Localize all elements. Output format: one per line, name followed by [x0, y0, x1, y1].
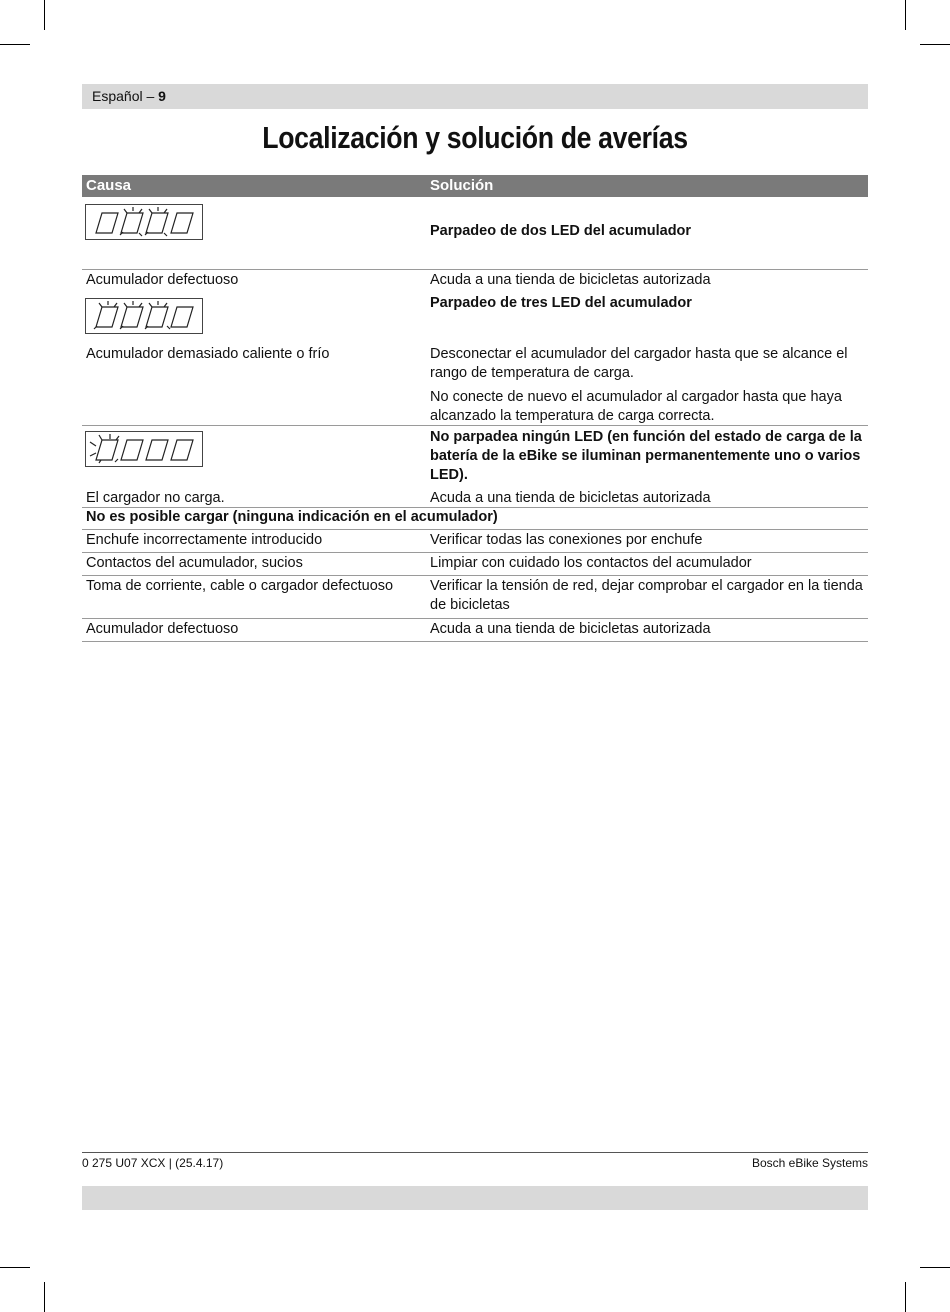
cause-text: Enchufe incorrectamente introducido: [86, 532, 323, 548]
solution-text: Verificar todas las conexiones por enchufe: [430, 532, 703, 548]
crop-mark: [905, 1282, 906, 1312]
solution-text: Acuda a una tienda de bicicletas autorizada: [430, 490, 711, 506]
section-title: No es posible cargar (ninguna indicación en el acumulador): [86, 509, 498, 525]
section-title-row: [82, 508, 868, 530]
column-header-cause: Causa: [86, 177, 132, 194]
solution-text: Verificar la tensión de red, dejar comprobar el cargador en la tienda de bicicletas: [430, 578, 863, 613]
cause-text: Acumulador defectuoso: [86, 272, 239, 288]
footer-bar: [82, 1186, 868, 1210]
column-header-solution: Solución: [430, 177, 494, 194]
language-label: Español: [92, 88, 143, 104]
led-label: Parpadeo de tres LED del acumulador: [430, 295, 692, 311]
crop-mark: [44, 1282, 45, 1312]
table-row: [82, 619, 868, 642]
table-row: [82, 576, 868, 619]
document-code: 0 275 U07 XCX | (25.4.17): [82, 1156, 224, 1170]
publisher-name: Bosch eBike Systems: [751, 1156, 868, 1170]
troubleshooting-table: [82, 175, 868, 642]
crop-mark: [44, 0, 45, 30]
cause-text: Toma de corriente, cable o cargador defectuoso: [86, 578, 394, 594]
solution-text: Desconectar el acumulador del cargador hasta que se alcance el rango de temperatura de carga.: [430, 346, 848, 381]
table-row: [82, 197, 868, 288]
led-label: No parpadea ningún LED (en función del estado de carga de la batería de la eBike se iluminan permanentemente uno o varios LED).: [430, 429, 862, 483]
footer-divider: [82, 1152, 868, 1153]
page-number: 9: [158, 88, 166, 104]
header-separator: –: [142, 88, 159, 104]
solution-text: No conecte de nuevo el acumulador al cargador hasta que haya alcanzado la temperatura de carga correcta.: [430, 389, 842, 424]
cause-text: Contactos del acumulador, sucios: [86, 555, 303, 571]
cause-text: El cargador no carga.: [86, 490, 225, 506]
led-indicator-none-blinking-icon: [85, 431, 203, 467]
table-row: [82, 553, 868, 576]
cause-text: Acumulador demasiado caliente o frío: [86, 346, 330, 362]
crop-mark: [920, 44, 950, 45]
solution-text: Acuda a una tienda de bicicletas autorizada: [430, 272, 711, 288]
crop-mark: [0, 1267, 30, 1268]
led-label: Parpadeo de dos LED del acumulador: [430, 223, 692, 239]
crop-mark: [920, 1267, 950, 1268]
solution-text: Limpiar con cuidado los contactos del acumulador: [430, 555, 752, 571]
crop-mark: [905, 0, 906, 30]
page-title: Localización y solución de averías: [262, 120, 688, 155]
table-header: [82, 175, 868, 197]
led-indicator-three-blinking-icon: [85, 298, 203, 334]
cause-text: Acumulador defectuoso: [86, 621, 239, 637]
table-row: [82, 530, 868, 553]
crop-mark: [0, 44, 30, 45]
page-header-text: [92, 88, 166, 104]
page-header: [82, 84, 868, 109]
table-row: [82, 426, 868, 508]
table-row: [82, 290, 868, 426]
led-indicator-two-blinking-icon: [85, 204, 203, 240]
solution-text: Acuda a una tienda de bicicletas autorizada: [430, 621, 711, 637]
